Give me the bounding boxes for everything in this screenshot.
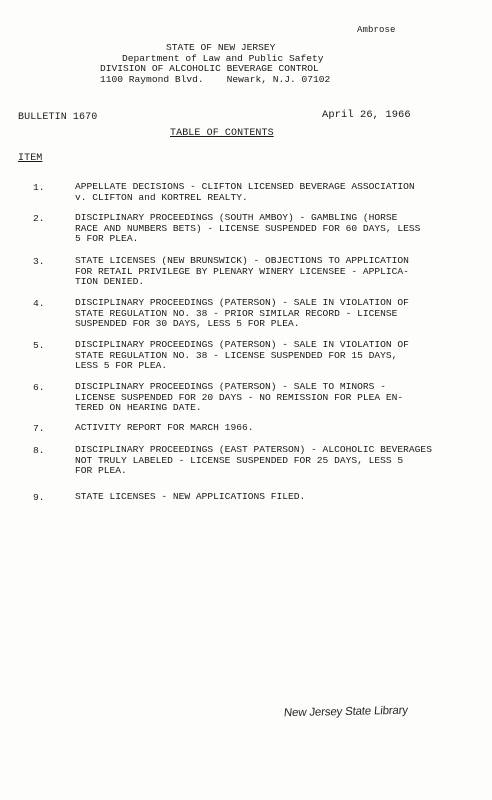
item-number: 8. bbox=[33, 445, 45, 456]
item-number: 1. bbox=[33, 182, 45, 193]
item-number: 2. bbox=[33, 213, 45, 224]
item-line: FOR RETAIL PRIVILEGE BY PLENARY WINERY LICENSEE - APPLICA- bbox=[75, 265, 409, 277]
table-of-contents-title: TABLE OF CONTENTS bbox=[170, 128, 274, 139]
item-line: APPELLATE DECISIONS - CLIFTON LICENSED BEVERAGE ASSOCIATION bbox=[75, 181, 415, 192]
item-line: TION DENIED. bbox=[75, 276, 145, 288]
bulletin-date: April 26, 1966 bbox=[322, 109, 411, 121]
item-line: DISCIPLINARY PROCEEDINGS (PATERSON) - SALE TO MINORS - bbox=[75, 381, 386, 392]
item-line: STATE REGULATION NO. 38 - LICENSE SUSPENDED FOR 15 DAYS, bbox=[75, 349, 398, 361]
item-number: 6. bbox=[33, 382, 45, 393]
item-line: NOT TRULY LABELED - LICENSE SUSPENDED FOR 25 DAYS, LESS 5 bbox=[75, 454, 404, 466]
item-number: 3. bbox=[33, 256, 45, 267]
item-line: TERED ON HEARING DATE. bbox=[75, 402, 202, 414]
item-line: DISCIPLINARY PROCEEDINGS (PATERSON) - SALE IN VIOLATION OF bbox=[75, 297, 409, 308]
item-description bbox=[75, 382, 475, 414]
item-line: ACTIVITY REPORT FOR MARCH 1966. bbox=[75, 422, 254, 433]
item-description bbox=[75, 298, 475, 330]
bulletin-number: BULLETIN 1670 bbox=[18, 112, 98, 123]
library-stamp: New Jersey State Library bbox=[283, 704, 409, 720]
item-line: STATE LICENSES - NEW APPLICATIONS FILED. bbox=[75, 491, 306, 502]
item-line: DISCIPLINARY PROCEEDINGS (PATERSON) - SALE IN VIOLATION OF bbox=[75, 339, 409, 350]
item-line: LESS 5 FOR PLEA. bbox=[75, 360, 168, 372]
item-line: RACE AND NUMBERS BETS) - LICENSE SUSPENDED FOR 60 DAYS, LESS bbox=[75, 222, 421, 234]
item-line: FOR PLEA. bbox=[75, 465, 127, 477]
item-line: STATE LICENSES (NEW BRUNSWICK) - OBJECTIONS TO APPLICATION bbox=[75, 255, 409, 266]
item-line: DISCIPLINARY PROCEEDINGS (SOUTH AMBOY) - GAMBLING (HORSE bbox=[75, 212, 398, 223]
header-note: Ambrose bbox=[357, 25, 396, 35]
item-line: LICENSE SUSPENDED FOR 20 DAYS - NO REMISSION FOR PLEA EN- bbox=[75, 391, 404, 403]
item-description bbox=[75, 256, 475, 288]
item-number: 5. bbox=[33, 340, 45, 351]
item-line: v. CLIFTON and KORTREL REALTY. bbox=[75, 191, 248, 203]
item-column-heading: ITEM bbox=[18, 153, 43, 164]
item-number: 4. bbox=[33, 298, 45, 309]
item-description bbox=[75, 213, 475, 245]
item-description bbox=[75, 340, 475, 372]
item-description bbox=[75, 445, 475, 477]
item-description bbox=[75, 182, 475, 203]
item-line: STATE REGULATION NO. 38 - PRIOR SIMILAR RECORD - LICENSE bbox=[75, 307, 398, 319]
item-description bbox=[75, 492, 475, 503]
letterhead-department: Department of Law and Public Safety bbox=[122, 52, 324, 64]
letterhead-division: DIVISION OF ALCOHOLIC BEVERAGE CONTROL bbox=[100, 63, 319, 74]
letterhead bbox=[100, 43, 370, 85]
letterhead-address: 1100 Raymond Blvd. Newark, N.J. 07102 bbox=[100, 73, 331, 85]
item-line: SUSPENDED FOR 30 DAYS, LESS 5 FOR PLEA. bbox=[75, 318, 300, 330]
item-number: 7. bbox=[33, 423, 45, 434]
item-number: 9. bbox=[33, 492, 45, 503]
item-line: 5 FOR PLEA. bbox=[75, 233, 139, 245]
letterhead-state: STATE OF NEW JERSEY bbox=[166, 42, 276, 53]
item-line: DISCIPLINARY PROCEEDINGS (EAST PATERSON) - ALCOHOLIC BEVERAGES bbox=[75, 444, 432, 455]
item-description bbox=[75, 423, 475, 434]
